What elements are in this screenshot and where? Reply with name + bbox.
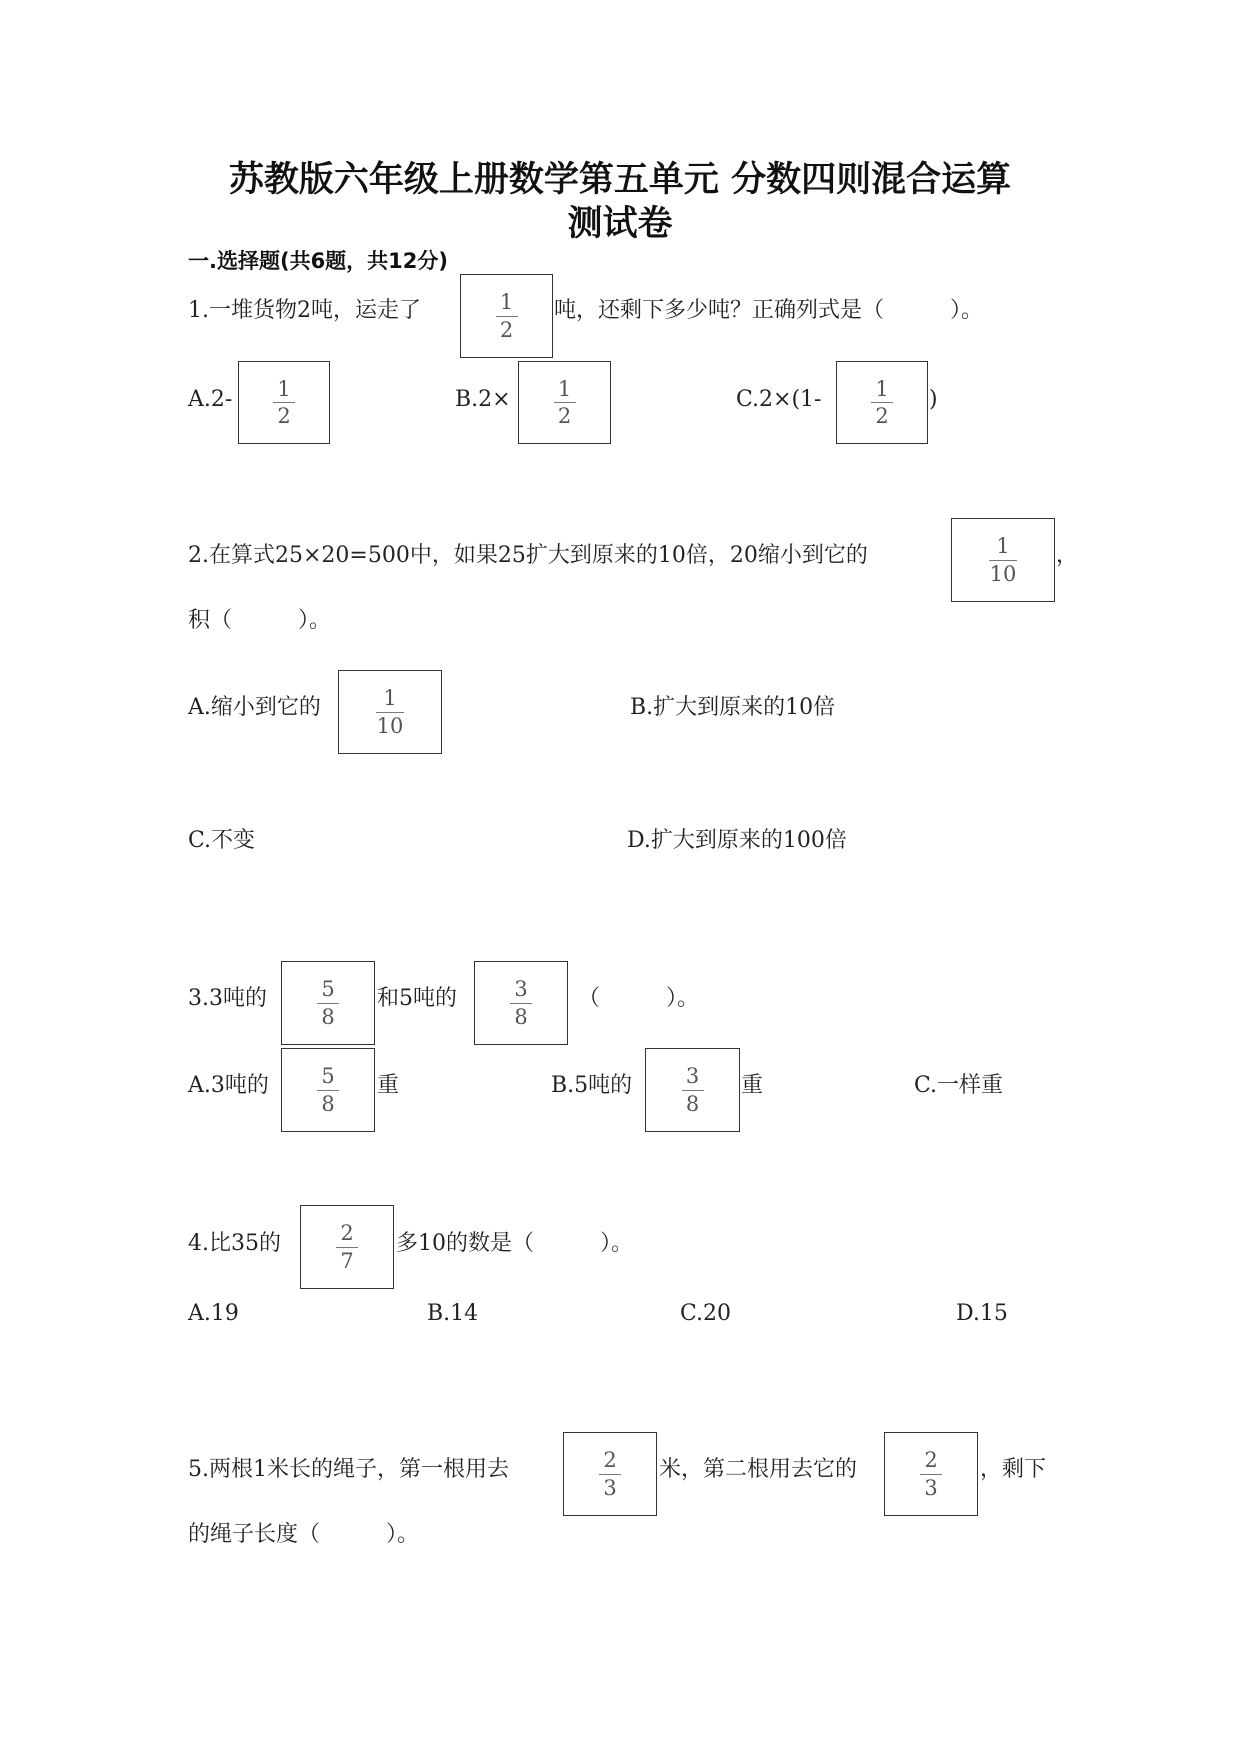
q1-option-c-label[interactable]: C.2×(1-: [736, 387, 822, 412]
q2-option-c[interactable]: C.不变: [188, 828, 256, 853]
q3-stem-middle: 和5吨的: [377, 986, 457, 1011]
fraction-bar: [376, 712, 404, 713]
q5-fraction-box-2: [884, 1432, 978, 1516]
section-heading: 一.选择题(共6题，共12分): [188, 249, 449, 273]
fraction-denominator: 2: [277, 404, 291, 428]
q1-option-b-fraction-box: [518, 361, 611, 444]
q4-fraction: [336, 1222, 358, 1271]
q3-option-b-suffix: 重: [741, 1073, 764, 1098]
fraction-denominator: 10: [989, 561, 1017, 586]
q3-option-b-fraction: [682, 1065, 704, 1114]
q4-option-b[interactable]: B.14: [427, 1301, 479, 1326]
q2-option-a-label[interactable]: A.缩小到它的: [188, 695, 321, 720]
fraction-numerator: 5: [321, 977, 335, 1002]
fraction-numerator: 1: [499, 290, 514, 315]
q1-option-a-fraction-box: [238, 361, 330, 444]
fraction-bar: [496, 316, 518, 317]
q4-fraction-box: [300, 1205, 394, 1289]
q5-fraction-box-1: [563, 1432, 657, 1516]
fraction-bar: [920, 1474, 942, 1475]
fraction-bar: [554, 402, 576, 403]
q5-stem-after: ，剩下: [980, 1457, 1047, 1482]
q2-option-b[interactable]: B.扩大到原来的10倍: [630, 695, 836, 720]
fraction-bar: [273, 402, 295, 403]
fraction-bar: [682, 1090, 704, 1091]
fraction-numerator: 3: [685, 1064, 700, 1089]
fraction-numerator: 2: [924, 1448, 938, 1473]
fraction-denominator: 2: [499, 317, 514, 342]
fraction-denominator: 10: [376, 713, 404, 738]
fraction-denominator: 7: [340, 1248, 354, 1273]
q4-stem-start: 4.比35的: [188, 1231, 281, 1256]
q4-option-c[interactable]: C.20: [680, 1301, 732, 1326]
q5-stem-start: 5.两根1米长的绳子，第一根用去: [188, 1457, 509, 1482]
q4-option-d[interactable]: D.15: [956, 1301, 1008, 1326]
q4-stem-end: 多10的数是（ ）。: [396, 1231, 633, 1256]
fraction-bar: [599, 1474, 621, 1475]
q1-option-c-close: ): [929, 387, 938, 412]
fraction-bar: [871, 402, 893, 403]
fraction-bar: [336, 1247, 358, 1248]
q1-stem-end: 吨，还剩下多少吨？正确列式是（ ）。: [554, 298, 984, 323]
fraction-bar: [989, 560, 1017, 561]
fraction-bar: [317, 1003, 339, 1004]
fraction-denominator: 8: [321, 1004, 335, 1029]
q2-stem-comma: ，: [1056, 543, 1079, 568]
q1-fraction: [496, 291, 518, 340]
fraction-numerator: 3: [514, 977, 528, 1002]
q1-option-b-fraction: [554, 378, 576, 427]
q3-option-b-fraction-box: [645, 1048, 740, 1132]
q3-stem-end: （ ）。: [578, 986, 700, 1011]
q3-fraction-box-2: [474, 961, 568, 1045]
q2-option-a-fraction-box: [338, 670, 442, 754]
q2-option-a-fraction: [376, 687, 404, 736]
q1-stem-start: 1.一堆货物2吨，运走了: [188, 298, 421, 323]
page-title-line1: 苏教版六年级上册数学第五单元 分数四则混合运算: [228, 160, 1012, 200]
q3-option-b-label[interactable]: B.5吨的: [551, 1073, 633, 1098]
q1-option-a-label[interactable]: A.2-: [188, 387, 233, 412]
q5-fraction-1: [599, 1449, 621, 1498]
fraction-numerator: 1: [277, 376, 291, 401]
q5-stem-middle: 米，第二根用去它的: [659, 1457, 858, 1482]
fraction-numerator: 1: [875, 376, 889, 401]
fraction-numerator: 5: [321, 1064, 335, 1089]
fraction-numerator: 2: [340, 1221, 354, 1246]
q3-option-a-fraction-box: [281, 1048, 375, 1132]
q1-fraction-box: [460, 274, 553, 358]
q1-option-c-fraction-box: [836, 361, 928, 444]
q4-option-a[interactable]: A.19: [188, 1301, 239, 1326]
q1-option-c-fraction: [871, 378, 893, 427]
q5-fraction-2: [920, 1449, 942, 1498]
q2-option-d[interactable]: D.扩大到原来的100倍: [627, 828, 847, 853]
q2-fraction-box: [951, 518, 1055, 602]
q5-stem-end: 的绳子长度（ ）。: [188, 1522, 420, 1547]
q2-stem-end: 积（ ）。: [188, 608, 332, 633]
fraction-denominator: 3: [924, 1475, 938, 1500]
fraction-bar: [510, 1003, 532, 1004]
fraction-denominator: 2: [875, 404, 889, 428]
fraction-numerator: 2: [603, 1448, 617, 1473]
q3-fraction-2: [510, 978, 532, 1027]
fraction-numerator: 1: [557, 376, 572, 401]
q3-option-a-suffix: 重: [377, 1073, 400, 1098]
q2-fraction: [989, 535, 1017, 584]
q1-option-a-fraction: [273, 378, 295, 427]
fraction-denominator: 8: [685, 1091, 700, 1116]
fraction-bar: [317, 1090, 339, 1091]
fraction-denominator: 8: [514, 1004, 528, 1029]
fraction-denominator: 2: [557, 404, 572, 428]
q3-option-c[interactable]: C.一样重: [914, 1073, 1004, 1098]
fraction-numerator: 1: [383, 686, 397, 711]
fraction-denominator: 3: [603, 1475, 617, 1500]
q1-option-b-label[interactable]: B.2×: [455, 387, 511, 412]
fraction-denominator: 8: [321, 1091, 335, 1116]
q3-fraction-1: [317, 978, 339, 1027]
fraction-numerator: 1: [996, 534, 1010, 559]
q2-stem-start: 2.在算式25×20=500中，如果25扩大到原来的10倍，20缩小到它的: [188, 543, 868, 568]
q3-option-a-fraction: [317, 1065, 339, 1114]
q3-fraction-box-1: [281, 961, 375, 1045]
page-title-line2: 测试卷: [567, 204, 673, 244]
q3-option-a-label[interactable]: A.3吨的: [188, 1073, 269, 1098]
q3-stem-start: 3.3吨的: [188, 986, 267, 1011]
